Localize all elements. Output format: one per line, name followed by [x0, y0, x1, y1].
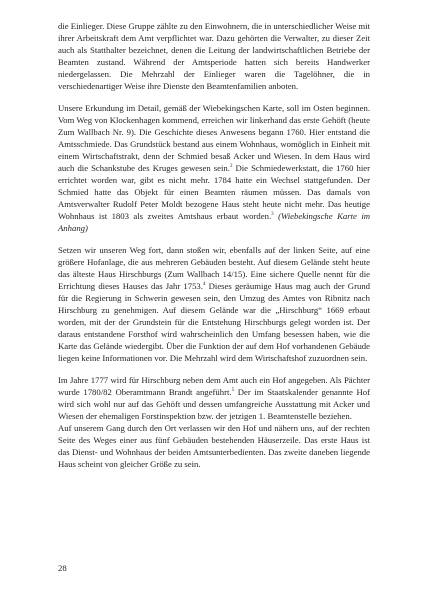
- body-text: [58, 21, 370, 471]
- footnote-marker: 3: [271, 211, 274, 217]
- map-reference: (Wiebekingsche Karte im Anhang): [58, 210, 371, 233]
- paragraph-text: Die Schmiedewerkstatt, die 1760 hier errichtet worden war, gibt es nicht mehr. 1784 hatte ein Wechsel stattgefunden. Der Schmied hatte das Objekt für einen Beamten räumen müssen. Das damals von Amtsverwalter Rudolf Peter Moldt bezogene Haus steht heute nicht mehr. Das heutige Wohnhaus ist 1803 als zweites Amtshaus erbaut worden.: [58, 162, 370, 221]
- footnote-marker: 2: [229, 164, 233, 170]
- paragraph-amtsschmiede: [58, 103, 370, 234]
- paragraph-hofanlage: [58, 245, 370, 364]
- paragraph-text: Im Jahre 1777 wird für Hirschburg neben dem Amt auch ein Hof angegeben. Als Pächter wurde 1780/82 Oberamtmann Brandt angeführt.: [58, 375, 370, 398]
- paragraph-hof-1777: [58, 375, 370, 423]
- footnote-marker: 5: [231, 388, 235, 394]
- paragraph-text: Auf unserem Gang durch den Ort verlassen wir den Hof und nähern uns, auf der rechten Seite des Weges einer aus fünf Gebäuden bestehenden Häuserzeile. Das erste Haus ist das Dienst- und Wohnhaus der beiden Amtsunterbedienten. Das zweite daneben liegende Haus scheint von gleicher Größe zu sein.: [58, 423, 370, 469]
- paragraph-text: Dieses geräumige Haus mag auch der Grund für die Regierung in Schwerin gewesen sein, den Umzug des Amtes von Ribnitz nach Hirschburg zu genehmigen. Auf diesem Gelände war die „Hirschburg“ 1669 erbaut worden, mit der der Grundstein für die Entstehung Hirschburgs gelegt worden ist. Der daraus entstandene Forsthof wird wahrscheinlich den Umfang besessen haben, wie die Karte das Gelände wiedergibt. Über die Funktion der auf dem Hof vorhandenen Gebäude liegen keine Informationen vor. Die Mehrzahl wird dem Wirtschaftshof zuzuordnen sein.: [58, 281, 371, 363]
- footnote-marker: 4: [202, 282, 206, 288]
- paragraph-einlieger: [58, 21, 370, 92]
- page-number: 28: [58, 563, 67, 573]
- paragraph-text: Setzen wir unseren Weg fort, dann stoßen wir, ebenfalls auf der linken Seite, auf eine größere Hofanlage, die aus mehreren Gebäuden besteht. Auf diesem Gelände steht heute das älteste Haus Hirschburgs (Zum Wallbach 14/15). Eine sichere Quelle nennt für die Errichtung dieses Hauses das Jahr 1753.: [58, 245, 370, 292]
- paragraph-text: Unsere Erkundung im Detail, gemäß der Wiebekingschen Karte, soll im Osten beginnen. Vom Weg von Klockenhagen kommend, erreichen wir linkerhand das erste Gehöft (heute Zum Wallbach Nr. 9). Die Geschichte dieses Anwesens begann 1760. Hier entstand die Amtsschmiede. Das Grundstück bestand aus einem Wohnhaus, womöglich in Einheit mit einem Wirtschaftstrakt, denn der Schmied besaß Acker und Wiesen. In dem Haus wird auch die Schankstube des Kruges gewesen sein.: [58, 103, 370, 173]
- paragraph-text: Der im Staatskalender genannte Hof wird sich wohl nur auf das Gehöft und dessen umfangreiche Ausstattung mit Acker und Wiesen der ehemaligen Forstinspektion bzw. der jetzigen 1. Beamtenstelle beziehen.: [58, 387, 371, 422]
- paragraph-haeuserzeile: [58, 423, 370, 471]
- paragraph-text: die Einlieger. Diese Gruppe zählte zu den Einwohnern, die in unterschiedlicher Weise mit ihrer Arbeitskraft dem Amt verpflichtet war. Dazu gehörten die Verwalter, zu dieser Zeit auch als Statthalter bezeichnet, denen die Leitung der landwirtschaftlichen Betriebe der Beamten zustand. Während der Amtsperiode hatten sich bereits Handwerker niedergelassen. Die Mehrzahl der Einlieger waren die Tagelöhner, die in verschiedenartiger Weise ihre Dienste den Beamtenfamilien anboten.: [58, 21, 370, 91]
